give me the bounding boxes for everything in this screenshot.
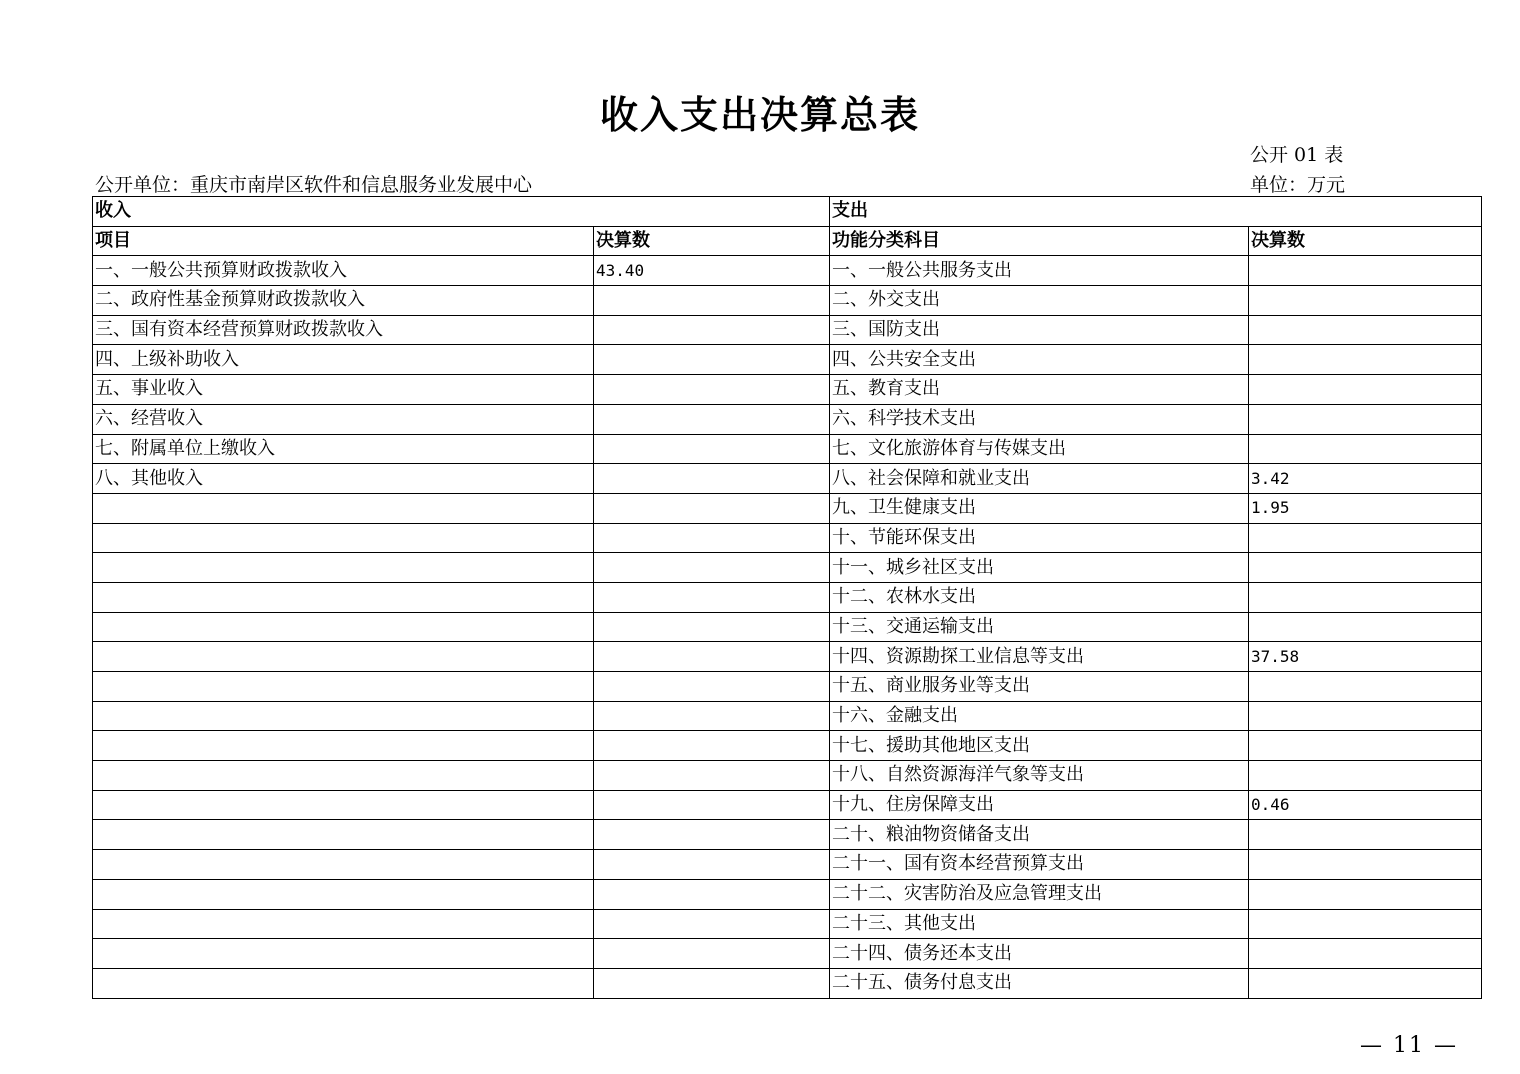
expense-item-cell: 二十二、灾害防治及应急管理支出 [830,879,1249,909]
expense-amount-cell [1249,850,1482,880]
income-amount-cell [594,939,830,969]
income-item-cell: 五、事业收入 [93,375,594,405]
income-amount-cell [594,820,830,850]
income-item-cell [93,790,594,820]
income-item-cell: 三、国有资本经营预算财政拨款收入 [93,315,594,345]
income-amount-cell [594,642,830,672]
income-amount-cell [594,404,830,434]
column-header-item: 项目 [93,226,594,256]
income-item-cell: 一、一般公共预算财政拨款收入 [93,256,594,286]
table-row [93,909,1482,939]
expense-amount-cell [1249,672,1482,702]
expense-item-cell: 二十五、债务付息支出 [830,968,1249,998]
income-amount-cell [594,375,830,405]
expense-item-cell: 九、卫生健康支出 [830,493,1249,523]
table-row [93,820,1482,850]
expense-item-cell: 一、一般公共服务支出 [830,256,1249,286]
income-item-cell [93,850,594,880]
income-item-cell [93,879,594,909]
table-row [93,345,1482,375]
income-amount-cell [594,731,830,761]
expense-amount-cell [1249,701,1482,731]
expense-amount-cell: 1.95 [1249,493,1482,523]
income-item-cell [93,612,594,642]
table-row [93,761,1482,791]
table-row [93,434,1482,464]
expense-item-cell: 十五、商业服务业等支出 [830,672,1249,702]
income-amount-cell [594,345,830,375]
table-row [93,939,1482,969]
expense-section-header: 支出 [830,197,1482,227]
income-item-cell [93,701,594,731]
expense-amount-cell [1249,761,1482,791]
page-title: 收入支出决算总表 [599,92,920,137]
table-row [93,315,1482,345]
income-amount-cell [594,968,830,998]
income-amount-cell [594,879,830,909]
expense-amount-cell: 0.46 [1249,790,1482,820]
income-amount-cell [594,493,830,523]
income-amount-cell [594,434,830,464]
income-item-cell [93,939,594,969]
income-item-cell: 四、上级补助收入 [93,345,594,375]
section-header-row [93,197,1482,227]
income-item-cell: 二、政府性基金预算财政拨款收入 [93,286,594,316]
expense-item-cell: 二十三、其他支出 [830,909,1249,939]
table-row [93,790,1482,820]
income-item-cell [93,968,594,998]
income-item-cell [93,672,594,702]
income-item-cell [93,493,594,523]
expense-item-cell: 十一、城乡社区支出 [830,553,1249,583]
table-row [93,553,1482,583]
table-row [93,731,1482,761]
income-amount-cell: 43.40 [594,256,830,286]
income-item-cell [93,642,594,672]
expense-amount-cell [1249,879,1482,909]
expense-amount-cell [1249,315,1482,345]
column-header-income-amount: 决算数 [594,226,830,256]
expense-amount-cell: 3.42 [1249,464,1482,494]
income-item-cell [93,820,594,850]
expense-item-cell: 四、公共安全支出 [830,345,1249,375]
expense-item-cell: 二十一、国有资本经营预算支出 [830,850,1249,880]
column-header-row [93,226,1482,256]
budget-summary-table [92,196,1482,999]
expense-item-cell: 五、教育支出 [830,375,1249,405]
income-amount-cell [594,701,830,731]
table-row [93,968,1482,998]
table-row [93,523,1482,553]
table-row [93,642,1482,672]
expense-amount-cell [1249,968,1482,998]
column-header-function: 功能分类科目 [830,226,1249,256]
expense-amount-cell [1249,939,1482,969]
income-item-cell [93,582,594,612]
income-amount-cell [594,612,830,642]
table-row [93,850,1482,880]
expense-amount-cell [1249,375,1482,405]
expense-amount-cell [1249,582,1482,612]
expense-amount-cell [1249,612,1482,642]
expense-item-cell: 十四、资源勘探工业信息等支出 [830,642,1249,672]
income-amount-cell [594,850,830,880]
income-amount-cell [594,315,830,345]
table-row [93,256,1482,286]
income-item-cell [93,761,594,791]
expense-item-cell: 十六、金融支出 [830,701,1249,731]
expense-item-cell: 十九、住房保障支出 [830,790,1249,820]
income-amount-cell [594,582,830,612]
income-item-cell [93,523,594,553]
income-item-cell [93,553,594,583]
income-item-cell: 六、经营收入 [93,404,594,434]
income-amount-cell [594,464,830,494]
expense-item-cell: 二、外交支出 [830,286,1249,316]
expense-item-cell: 六、科学技术支出 [830,404,1249,434]
expense-amount-cell [1249,345,1482,375]
table-row [93,612,1482,642]
table-row [93,701,1482,731]
table-row [93,286,1482,316]
expense-amount-cell [1249,820,1482,850]
expense-item-cell: 二十、粮油物资储备支出 [830,820,1249,850]
income-amount-cell [594,761,830,791]
form-number: 公开 01 表 [1250,144,1344,166]
expense-item-cell: 十三、交通运输支出 [830,612,1249,642]
expense-amount-cell [1249,909,1482,939]
currency-unit: 单位：万元 [1250,174,1346,196]
table-row [93,582,1482,612]
income-amount-cell [594,909,830,939]
column-header-expense-amount: 决算数 [1249,226,1482,256]
income-amount-cell [594,553,830,583]
income-amount-cell [594,286,830,316]
income-item-cell [93,731,594,761]
expense-amount-cell [1249,523,1482,553]
reporting-unit: 公开单位：重庆市南岸区软件和信息服务业发展中心 [95,174,533,196]
table-row [93,493,1482,523]
income-amount-cell [594,523,830,553]
expense-amount-cell: 37.58 [1249,642,1482,672]
expense-item-cell: 七、文化旅游体育与传媒支出 [830,434,1249,464]
table-row [93,375,1482,405]
income-amount-cell [594,672,830,702]
income-item-cell: 七、附属单位上缴收入 [93,434,594,464]
expense-amount-cell [1249,286,1482,316]
expense-item-cell: 三、国防支出 [830,315,1249,345]
table-row [93,404,1482,434]
expense-item-cell: 十七、援助其他地区支出 [830,731,1249,761]
expense-item-cell: 八、社会保障和就业支出 [830,464,1249,494]
expense-amount-cell [1249,256,1482,286]
expense-amount-cell [1249,731,1482,761]
expense-item-cell: 二十四、债务还本支出 [830,939,1249,969]
income-section-header: 收入 [93,197,830,227]
table-row [93,879,1482,909]
income-item-cell: 八、其他收入 [93,464,594,494]
table-row [93,672,1482,702]
expense-item-cell: 十八、自然资源海洋气象等支出 [830,761,1249,791]
table-row [93,464,1482,494]
income-amount-cell [594,790,830,820]
expense-item-cell: 十二、农林水支出 [830,582,1249,612]
expense-amount-cell [1249,404,1482,434]
page-number: — 11 — [1360,1033,1458,1058]
income-item-cell [93,909,594,939]
expense-item-cell: 十、节能环保支出 [830,523,1249,553]
expense-amount-cell [1249,434,1482,464]
expense-amount-cell [1249,553,1482,583]
